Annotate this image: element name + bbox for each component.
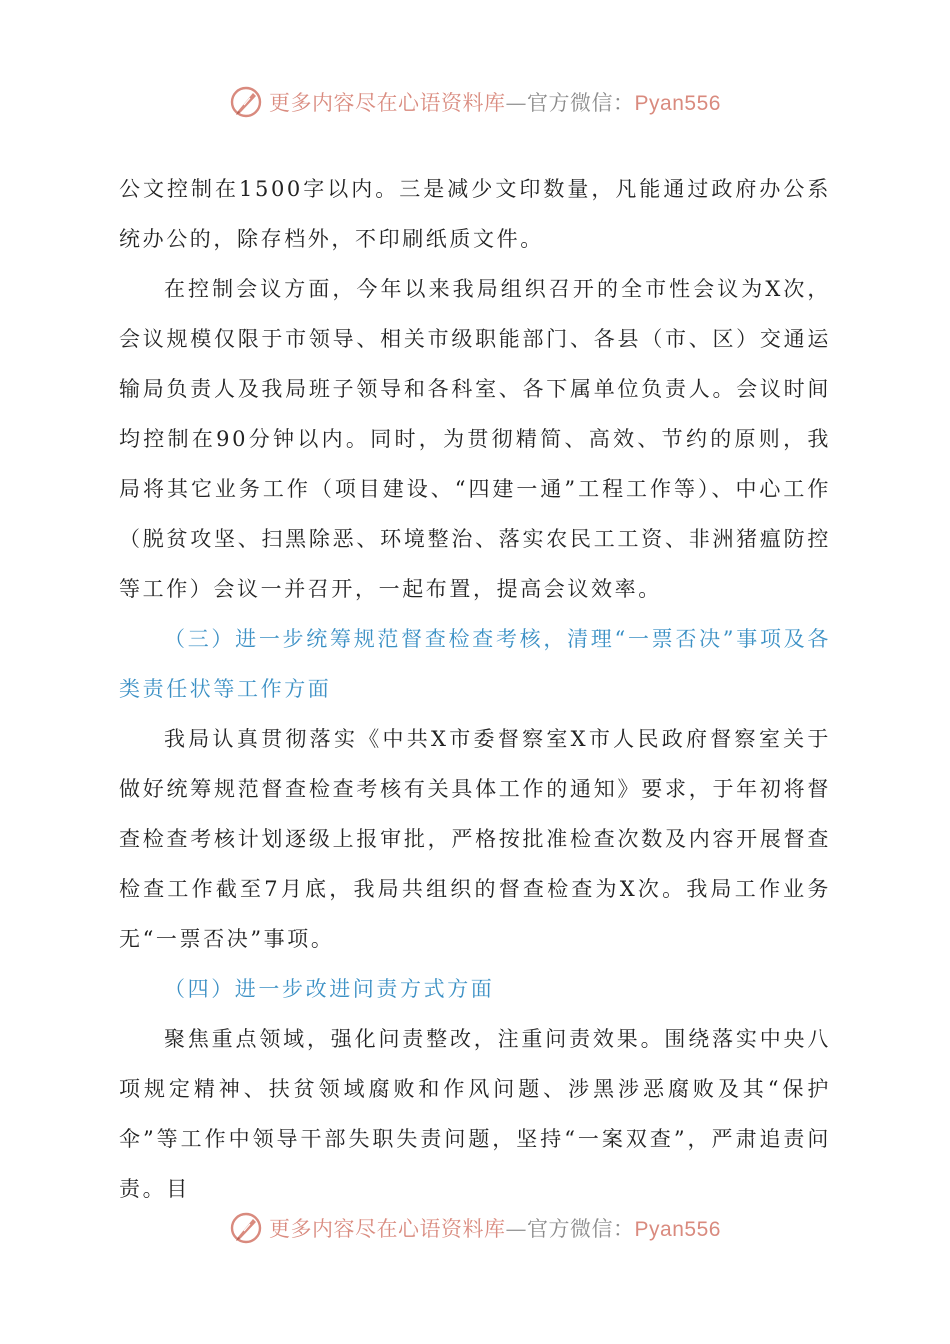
banner-official-label: 官方微信：: [527, 1217, 635, 1241]
banner-official-label: 官方微信：: [527, 91, 635, 115]
paragraph-inspection: 我局认真贯彻落实《中共X市委督察室X市人民政府督察室关于做好统筹规范督查检查考核有关具体工作的通知》要求，于年初将督查检查考核计划逐级上报审批，严格按批准检查次数及内容开展督查检查工作截至7月底，我局共组织的督查检查为X次。我局工作业务无“一票否决”事项。: [119, 727, 831, 951]
paragraph-continuation: 公文控制在1500字以内。三是减少文印数量，凡能通过政府办公系统办公的，除存档外，不印刷纸质文件。: [119, 177, 831, 251]
section-heading-4: （四）进一步改进问责方式方面: [164, 977, 495, 1001]
banner-text: [269, 87, 721, 117]
document-body: [119, 164, 831, 1214]
banner-separator: —: [505, 91, 528, 115]
section-heading-3: （三）进一步统筹规范督查检查考核，清理“一票否决”事项及各类责任状等工作方面: [119, 627, 831, 701]
quill-pen-icon: [229, 1211, 263, 1245]
banner-wechat-id: Pyan556: [634, 92, 721, 115]
banner-text: [269, 1213, 721, 1243]
banner-brand: 更多内容尽在心语资料库: [269, 1217, 506, 1241]
quill-pen-icon: [229, 85, 263, 119]
banner-separator: —: [505, 1217, 528, 1241]
banner-brand: 更多内容尽在心语资料库: [269, 91, 506, 115]
paragraph-accountability: 聚焦重点领域，强化问责整改，注重问责效果。围绕落实中央八项规定精神、扶贫领域腐败和作风问题、涉黑涉恶腐败及其“保护伞”等工作中领导干部失职失责问题，坚持“一案双查”，严肃追责问责。目: [119, 1027, 831, 1201]
paragraph-meeting-control: 在控制会议方面，今年以来我局组织召开的全市性会议为X次，会议规模仅限于市领导、相关市级职能部门、各县（市、区）交通运输局负责人及我局班子领导和各科室、各下属单位负责人。会议时间均控制在90分钟以内。同时，为贯彻精简、高效、节约的原则，我局将其它业务工作（项目建设、“四建一通”工程工作等）、中心工作（脱贫攻坚、扫黑除恶、环境整治、落实农民工工资、非洲猪瘟防控等工作）会议一并召开，一起布置，提高会议效率。: [119, 277, 831, 601]
footer-banner: [0, 1208, 950, 1248]
header-banner: [0, 82, 950, 122]
banner-wechat-id: Pyan556: [634, 1218, 721, 1241]
